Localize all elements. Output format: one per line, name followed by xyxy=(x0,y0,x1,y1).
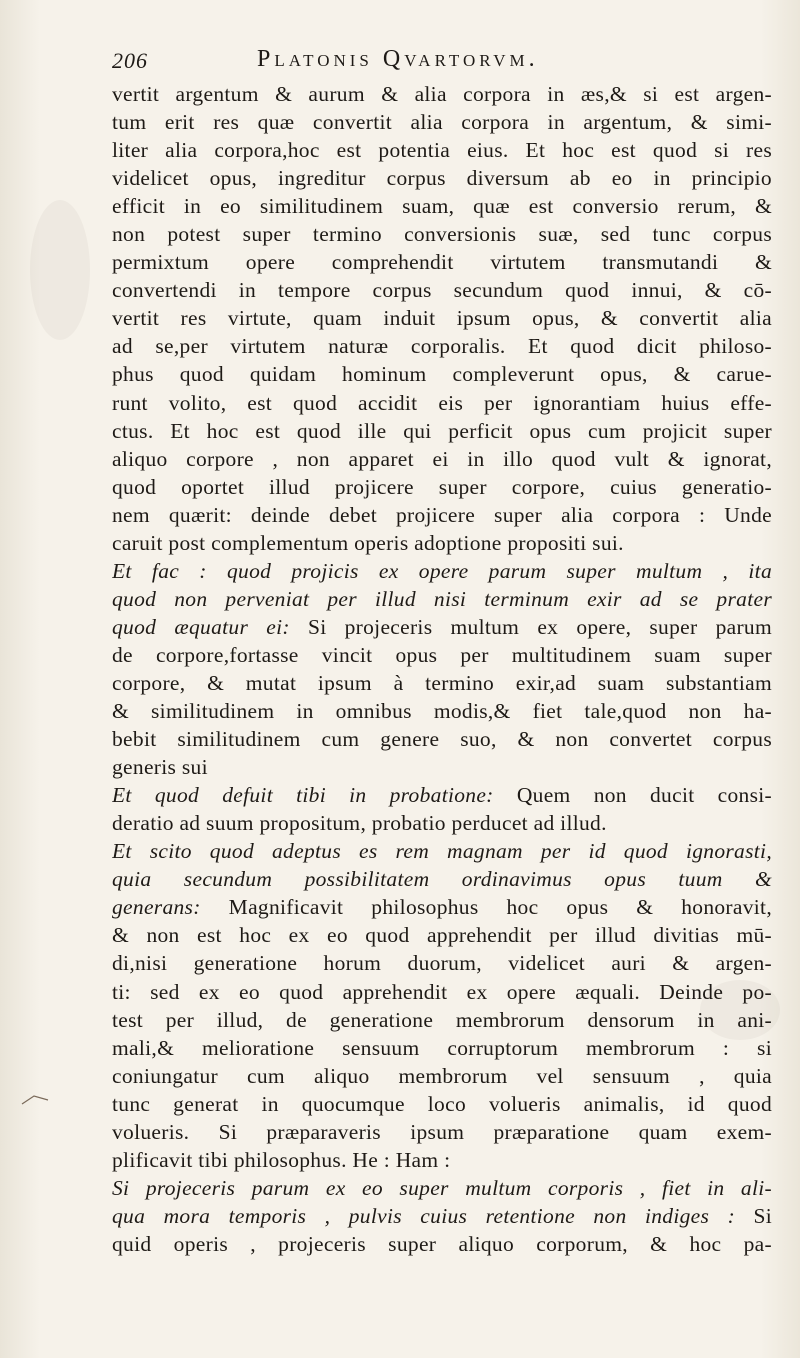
quote-line xyxy=(112,613,772,641)
text-line: de corpore,fortasse vincit opus per multitudinem suam super xyxy=(112,642,772,667)
text-line: bebit similitudinem cum genere suo, & non convertet corpus xyxy=(112,727,772,752)
text-line: deratio ad suum propositum, probatio perducet ad illud. xyxy=(112,811,607,836)
text-line: mali,& melioratione sensuum corruptorum membrorum : si xyxy=(112,1035,772,1060)
text-line: corpore, & mutat ipsum à termino exir,ad suam substantiam xyxy=(112,670,772,695)
body-text xyxy=(112,80,772,1258)
page-number: 206 xyxy=(112,48,148,73)
text-line: vertit res virtute, quam induit ipsum opus, & convertit alia xyxy=(112,306,772,331)
text-line: plificavit tibi philosophus. He : Ham : xyxy=(112,1147,451,1172)
quote-italic: quia secundum possibilitatem ordinavimus opus tuum & xyxy=(112,867,772,892)
quote-line xyxy=(112,1202,772,1230)
commentary-text: Si xyxy=(753,1203,772,1228)
text-line: di,nisi generatione horum duorum, videlicet auri & argen- xyxy=(112,951,772,976)
text-line: & similitudinem in omnibus modis,& fiet tale,quod non ha- xyxy=(112,699,772,724)
text-line: quod oportet illud projicere super corpore, cuius generatio- xyxy=(112,474,772,499)
quote-italic: Si projeceris parum ex eo super multum corporis , fiet in ali- xyxy=(112,1175,772,1200)
text-line: test per illud, de generatione membrorum densorum in ani- xyxy=(112,1007,772,1032)
quote-line xyxy=(112,557,772,585)
text-line: ti: sed ex eo quod apprehendit ex opere æquali. Deinde po- xyxy=(112,979,772,1004)
running-head xyxy=(112,42,712,76)
quote-line xyxy=(112,865,772,893)
quote-italic: quod æquatur ei: xyxy=(112,614,290,639)
margin-mark-icon xyxy=(20,1090,50,1110)
text-line: caruit post complementum operis adoptione propositi sui. xyxy=(112,530,624,555)
quote-italic: quod non perveniat per illud nisi terminum exir ad se prater xyxy=(112,586,772,611)
paper-stain xyxy=(30,200,90,340)
text-line: runt volito, est quod accidit eis per ignorantiam huius effe- xyxy=(112,390,772,415)
quote-line xyxy=(112,1174,772,1202)
running-title: Platonis Qvartorvm. xyxy=(257,46,539,72)
text-line: ctus. Et hoc est quod ille qui perficit opus cum projicit super xyxy=(112,418,772,443)
text-line: videlicet opus, ingreditur corpus diversum ab eo in principio xyxy=(112,166,772,191)
text-line: efficit in eo similitudinem suam, quæ est conversio rerum, & xyxy=(112,194,772,219)
text-line: & non est hoc ex eo quod apprehendit per illud divitias mū- xyxy=(112,923,772,948)
commentary-text: Magnificavit philosophus hoc opus & honoravit, xyxy=(228,895,772,920)
commentary-text: Si projeceris multum ex opere, super parum xyxy=(307,614,772,639)
text-line: convertendi in tempore corpus secundum quod innui, & cō- xyxy=(112,278,772,303)
text-line: volueris. Si præparaveris ipsum præparatione quam exem- xyxy=(112,1119,772,1144)
text-line: vertit argentum & aurum & alia corpora in æs,& si est argen- xyxy=(112,82,772,106)
text-line: permixtum opere comprehendit virtutem transmutandi & xyxy=(112,250,772,275)
quote-line xyxy=(112,837,772,865)
quote-line xyxy=(112,781,772,809)
text-line: nem quærit: deinde debet projicere super alia corpora : Unde xyxy=(112,502,772,527)
quote-italic: qua mora temporis , pulvis cuius retentione non indiges : xyxy=(112,1203,736,1228)
text-line: tum erit res quæ convertit alia corpora in argentum, & simi- xyxy=(112,110,772,135)
quote-italic: generans: xyxy=(112,895,201,920)
text-line: tunc generat in quocumque loco volueris animalis, id quod xyxy=(112,1091,772,1116)
text-line: ad se,per virtutem naturæ corporalis. Et quod dicit philoso- xyxy=(112,334,772,359)
quote-line xyxy=(112,893,772,921)
text-line: coniungatur cum aliquo membrorum vel sensuum , quia xyxy=(112,1063,772,1088)
commentary-text: Quem non ducit consi- xyxy=(516,783,772,808)
text-line: generis sui xyxy=(112,755,208,780)
text-line: aliquo corpore , non apparet ei in illo quod vult & ignorat, xyxy=(112,446,772,471)
quote-italic: Et scito quod adeptus es rem magnam per id quod ignorasti, xyxy=(112,839,772,864)
text-line: non potest super termino conversionis suæ, sed tunc corpus xyxy=(112,222,772,247)
quote-italic: Et fac : quod projicis ex opere parum super multum , ita xyxy=(112,558,772,583)
text-line: liter alia corpora,hoc est potentia eius. Et hoc est quod si res xyxy=(112,138,772,163)
text-line: phus quod quidam hominum compleverunt opus, & carue- xyxy=(112,362,772,387)
quote-line xyxy=(112,585,772,613)
text-line: quid operis , projeceris super aliquo corporum, & hoc pa- xyxy=(112,1231,772,1256)
quote-italic: Et quod defuit tibi in probatione: xyxy=(112,783,494,808)
